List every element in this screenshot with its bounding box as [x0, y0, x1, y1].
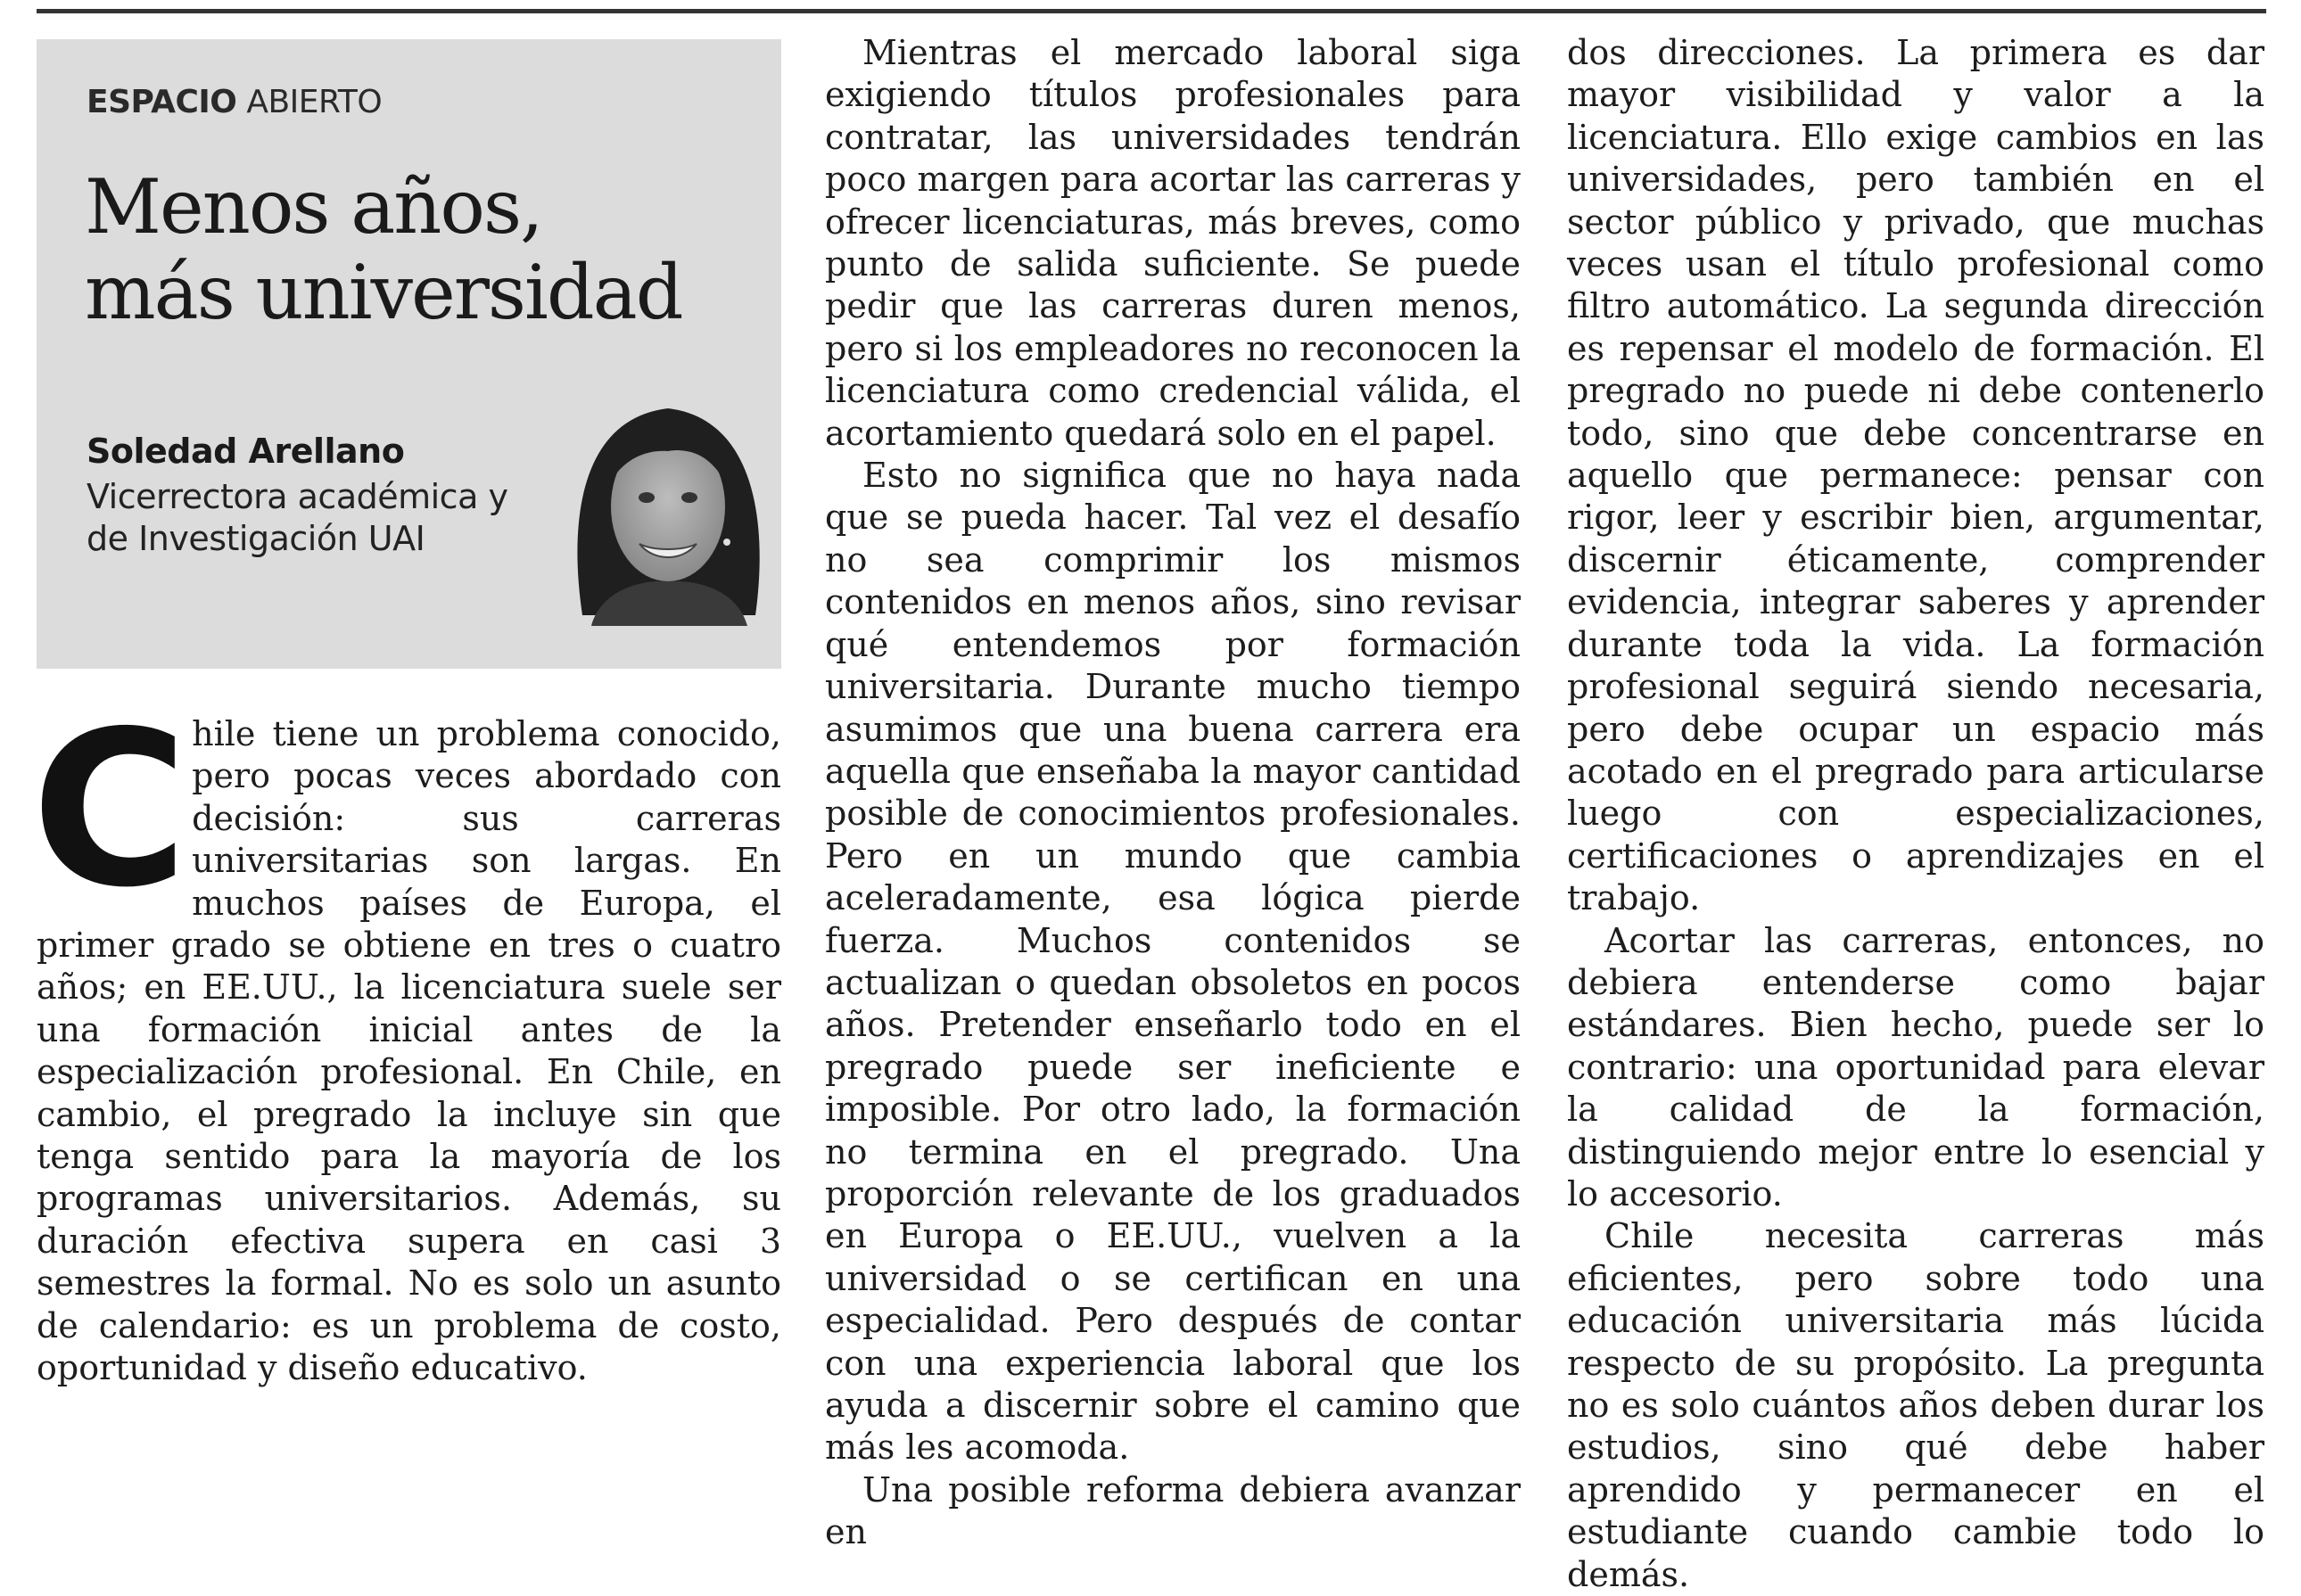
- article-paragraph: Chile necesita carreras más eficientes, pero sobre todo una educación universitaria más lúcida respecto de su propósito. La pregunta no es solo cuántos años deben durar los estudios, sino qué debe haber aprendido y permanecer en el estudiante cuando cambie todo lo demás.: [1567, 1216, 2264, 1594]
- kicker-light: ABIERTO: [246, 84, 383, 120]
- author-portrait-icon: [565, 392, 771, 626]
- page-title: Menos años, más universidad: [85, 163, 682, 336]
- top-rule: [37, 9, 2266, 13]
- article-column-3: [1567, 32, 2264, 1596]
- article-column-1: [31, 685, 781, 1390]
- article-paragraph: [31, 685, 781, 1390]
- article-paragraph: Esto no significa que no haya nada que se pueda hacer. Tal vez el desafío no sea comprimir los mismos contenidos en menos años, sino revisar qué entendemos por formación universitaria. Durante mucho tiempo asumimos que una buena carrera era aquella que enseñaba la mayor cantidad posible de conocimientos profesionales. Pero en un mundo que cambia aceleradamente, esa lógica pierde fuerza. Muchos contenidos se actualizan o quedan obsoletos en pocos años. Pretender enseñarlo todo en el pregrado puede ser ineficiente e imposible. Por otro lado, la formación no termina en el pregrado. Una proporción relevante de los graduados en Europa o EE.UU., vuelven a la universidad o se certifican en una especialidad. Pero después de contar con una experiencia laboral que los ayuda a discernir sobre el camino que más les acomoda.: [825, 456, 1521, 1468]
- article-column-2: [825, 32, 1521, 1554]
- article-paragraph: dos direcciones. La primera es dar mayor visibilidad y valor a la licenciatura. Ello exige cambios en las universidades, pero también en el sector público y privado, que muchas veces usan el título profesional como filtro automático. La segunda dirección es repensar el modelo de formación. El pregrado no puede ni debe contenerlo todo, sino que debe concentrarse en aquello que permanece: pensar con rigor, leer y escribir bien, argumentar, discernir éticamente, comprender evidencia, integrar saberes y aprender durante toda la vida. La formación profesional seguirá siendo necesaria, pero debe ocupar un espacio más acotado en el pregrado para articularse luego con especializaciones, certificaciones o aprendizajes en el trabajo.: [1567, 33, 2264, 918]
- section-kicker: [87, 84, 382, 120]
- kicker-bold: ESPACIO: [87, 84, 237, 120]
- article-paragraph: Acortar las carreras, entonces, no debiera entenderse como bajar estándares. Bien hecho, puede ser lo contrario: una oportunidad para elevar la calidad de la formación, distinguiendo mejor entre lo esencial y lo accesorio.: [1567, 920, 2264, 1213]
- article-paragraph: Una posible reforma debiera avanzar en: [825, 1469, 1521, 1552]
- author-title: Vicerrectora académica y de Investigación UAI: [87, 477, 508, 558]
- header-box: [37, 39, 781, 669]
- author-name: Soledad Arellano: [87, 432, 405, 471]
- paragraph-text: hile tiene un problema conocido, pero pocas veces abordado con decisión: sus carreras universitarias son largas. En muchos países de Europa, el primer grado se obtiene en tres o cuatro años; en EE.UU., la licenciatura suele ser una formación inicial antes de la especialización profesional. En Chile, en cambio, el pregrado la incluye sin que tenga sentido para la mayoría de los programas universitarios. Además, su duración efectiva supera en casi 3 semestres la formal. No es solo un asunto de calendario: es un problema de costo, oportunidad y diseño educativo.: [37, 714, 781, 1388]
- drop-cap: C: [31, 685, 180, 934]
- article-paragraph: Mientras el mercado laboral siga exigiendo títulos profesionales para contratar, las universidades tendrán poco margen para acortar las carreras y ofrecer licenciaturas, más breves, como punto de salida suficiente. Se puede pedir que las carreras duren menos, pero si los empleadores no reconocen la licenciatura como credencial válida, el acortamiento quedará solo en el papel.: [825, 33, 1521, 453]
